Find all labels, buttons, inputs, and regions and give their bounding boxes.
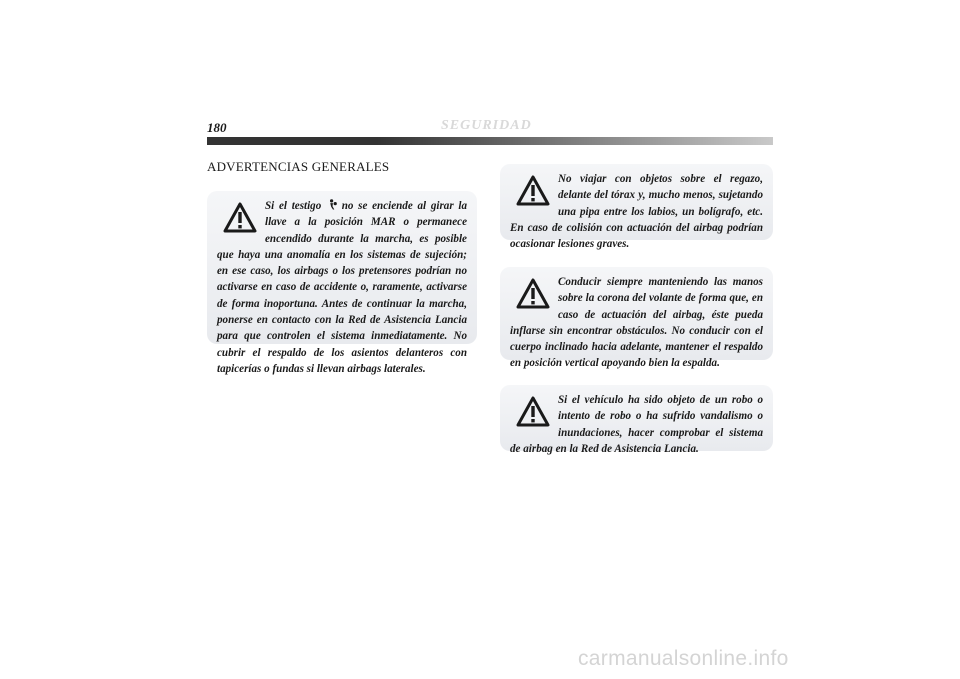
page-heading: ADVERTENCIAS GENERALES bbox=[207, 159, 390, 174]
header-rule bbox=[207, 137, 773, 145]
airbag-warning-light-icon bbox=[328, 199, 337, 210]
watermark: carmanualsonline.info bbox=[578, 647, 789, 670]
page-number: 180 bbox=[207, 120, 227, 135]
section-title: SEGURIDAD bbox=[441, 118, 532, 133]
warning-text-2: No viajar con objetos sobre el regazo, delante del tórax y, mucho menos, sujetando una pipa entre los labios, un bolígrafo, etc. En caso de colisión con actuación del airbag podrían ocasionar lesiones graves. bbox=[510, 173, 763, 251]
warning-text-1a: Si el testigo bbox=[265, 200, 322, 212]
warning-triangle-icon bbox=[516, 396, 550, 428]
warning-box-3 bbox=[500, 267, 773, 370]
warning-triangle-icon bbox=[516, 278, 550, 310]
warning-text-3: Conducir siempre manteniendo las manos sobre la corona del volante de forma que, en caso de actuación del airbag, éste pueda inflarse sin encontrar obstáculos. No conducir con el cuerpo inclinado hacia adelante, mantener el respaldo en posición vertical apoyando bien la espalda. bbox=[510, 276, 763, 370]
warning-triangle-icon bbox=[516, 175, 550, 207]
warning-text-1b: no se enciende al girar la llave a la posición MAR o permanece encendido durante la marcha, es posible que haya una anomalía en los sistemas de sujeción; en ese caso, los airbags o los pretensores podrían no activarse en caso de accidente o, raramente, activarse de forma inoportuna. Antes de continuar la marcha, ponerse en contacto con la Red de Asistencia Lancia para que controlen el sistema inmediatamente. No cubrir el respaldo de los asientos delanteros con tapicerías o fundas si llevan airbags laterales. bbox=[217, 200, 467, 375]
warning-box-2 bbox=[500, 164, 773, 251]
warning-box-4 bbox=[500, 385, 773, 455]
warning-triangle-icon bbox=[223, 202, 257, 234]
warning-box-1 bbox=[207, 191, 477, 375]
warning-text-4: Si el vehículo ha sido objeto de un robo o intento de robo o ha sufrido vandalismo o inundaciones, hacer comprobar el sistema de airbag en la Red de Asistencia Lancia. bbox=[510, 394, 763, 455]
